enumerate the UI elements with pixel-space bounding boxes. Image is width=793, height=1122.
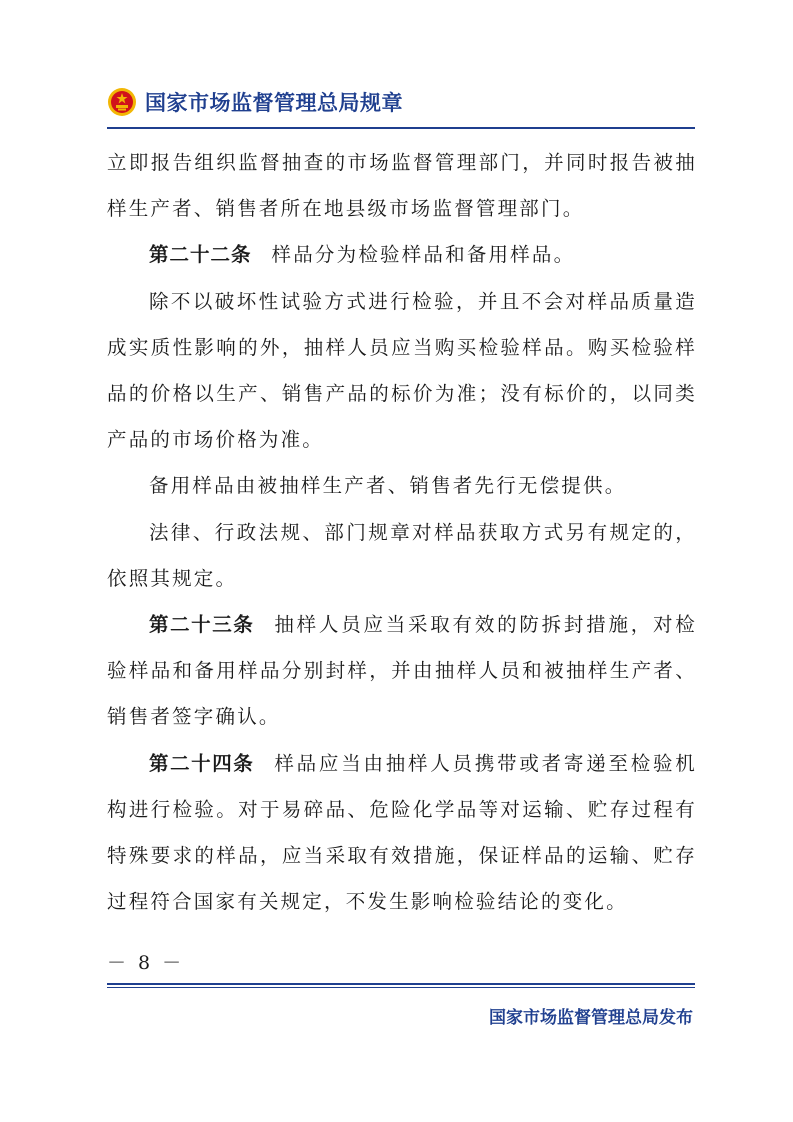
footer-divider	[107, 983, 695, 985]
article-24	[107, 741, 697, 926]
national-emblem-icon	[107, 87, 137, 117]
document-body	[107, 140, 697, 925]
paragraph-continuation: 立即报告组织监督抽查的市场监督管理部门，并同时报告被抽样生产者、销售者所在地县级市场监督管理部门。	[107, 151, 697, 221]
footer-publisher: 国家市场监督管理总局发布	[489, 1008, 693, 1028]
article-22-text: 样品分为检验样品和备用样品。	[271, 243, 576, 267]
article-22	[107, 232, 697, 278]
article-23-title: 第二十三条	[149, 613, 255, 637]
page-number: － 8 －	[107, 952, 185, 974]
article-24-text: 样品应当由抽样人员携带或者寄递至检验机构进行检验。对于易碎品、危险化学品等对运输、贮存过程有特殊要求的样品，应当采取有效措施，保证样品的运输、贮存过程符合国家有关规定，不发生影响检验结论的变化。	[107, 751, 697, 914]
header-divider	[107, 127, 695, 129]
header-title: 国家市场监督管理总局规章	[145, 91, 403, 115]
page-header	[107, 82, 403, 122]
article-23	[107, 602, 697, 741]
article-24-title: 第二十四条	[149, 751, 255, 775]
article-23-text: 抽样人员应当采取有效的防拆封措施，对检验样品和备用样品分别封样，并由抽样人员和被抽样生产者、销售者签字确认。	[107, 613, 697, 729]
paragraph-purchase-samples: 除不以破坏性试验方式进行检验，并且不会对样品质量造成实质性影响的外，抽样人员应当购买检验样品。购买检验样品的价格以生产、销售产品的标价为准；没有标价的，以同类产品的市场价格为准。	[107, 289, 697, 452]
paragraph-other-rules: 法律、行政法规、部门规章对样品获取方式另有规定的，依照其规定。	[107, 520, 697, 590]
article-22-title: 第二十二条	[149, 243, 252, 267]
paragraph-backup-samples: 备用样品由被抽样生产者、销售者先行无偿提供。	[149, 474, 627, 498]
